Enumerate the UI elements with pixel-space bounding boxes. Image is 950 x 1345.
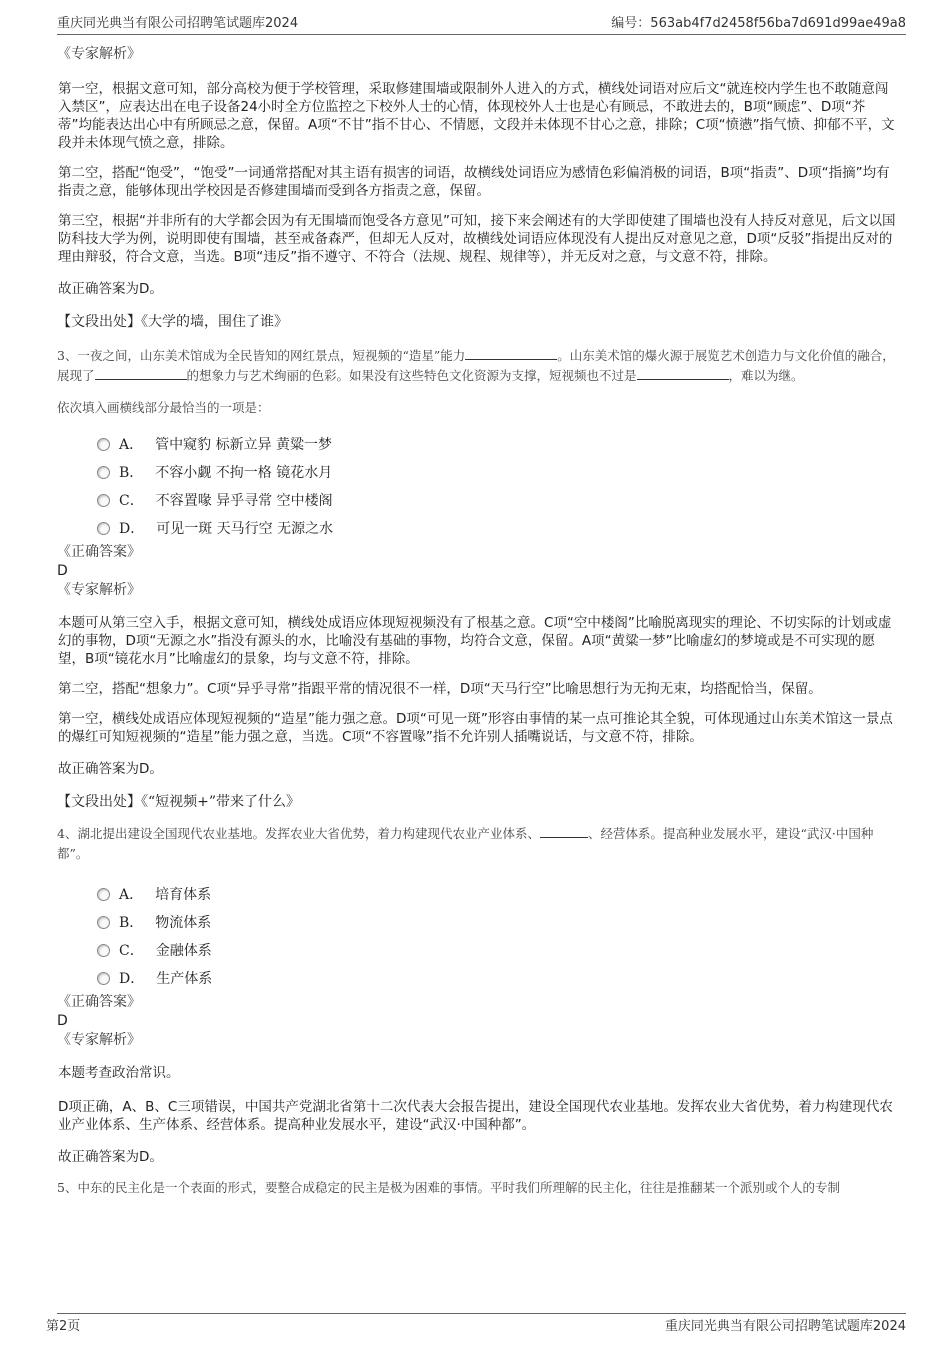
option-text: 生产体系 bbox=[156, 971, 213, 987]
analysis-paragraph: D项正确，A、B、C三项错误，中国共产党湖北省第十二次代表大会报告提出，建设全国现代农业基地。发挥农业大省优势，着力构建现代农业产业体系、生产体系、经营体系。提高种业发展水平，建设“武汉·中国种都”。 bbox=[58, 1099, 893, 1133]
analysis-label: 《专家解析》 bbox=[57, 1032, 141, 1048]
header-divider bbox=[57, 34, 906, 35]
option-c[interactable] bbox=[57, 486, 897, 514]
option-text: 管中窥豹 标新立异 黄粱一梦 bbox=[155, 437, 333, 453]
option-d[interactable] bbox=[57, 514, 897, 542]
option-d[interactable] bbox=[57, 964, 897, 992]
option-list bbox=[57, 880, 897, 992]
radio-button-icon[interactable] bbox=[97, 888, 110, 901]
passage-source: 【文段出处】《“短视频+”带来了什么》 bbox=[57, 794, 301, 810]
option-text: 培育体系 bbox=[155, 887, 212, 903]
question-stem bbox=[57, 824, 897, 864]
stem-text: 、经营体系。提高种业发展水平，建设“武汉·中国种都”。 bbox=[57, 826, 874, 861]
option-b[interactable] bbox=[57, 458, 897, 486]
analysis-label: 《专家解析》 bbox=[57, 46, 141, 62]
page-number: 第2页 bbox=[46, 1319, 81, 1334]
option-letter: A． bbox=[119, 437, 144, 453]
answer-label: 《正确答案》 bbox=[57, 994, 141, 1010]
stem-text: 3、一夜之间，山东美术馆成为全民皆知的网红景点，短视频的“造星”能力 bbox=[57, 348, 466, 363]
analysis-paragraph: 第一空，根据文意可知，部分高校为便于学校管理，采取修建围墙或限制外人进入的方式，横线处词语对应后文“就连校内学生也不敢随意闯入禁区”，应表达出在电子设备24小时全方位监控之下校外人士的心情，体现校外人士也是心有顾忌，不敢进去的，B项“顾虑”、D项“芥蒂”均能表达出心中有所顾忌之意，保留。A项“不甘”指不甘心、不情愿，文段并未体现不甘心之意，排除；C项“愤懑”指气愤、抑郁不平，文段并未体现气愤之意，排除。 bbox=[58, 81, 895, 151]
answer-conclusion: 故正确答案为D。 bbox=[58, 281, 163, 297]
option-c[interactable] bbox=[57, 936, 897, 964]
radio-button-icon[interactable] bbox=[97, 466, 110, 479]
header-doc-title: 重庆同光典当有限公司招聘笔试题库2024 bbox=[57, 16, 299, 31]
option-text: 物流体系 bbox=[155, 915, 212, 931]
analysis-paragraph: 本题可从第三空入手，根据文意可知，横线处成语应体现短视频没有了根基之意。C项“空中楼阁”比喻脱离现实的理论、不切实际的计划或虚幻的事物，D项“无源之水”指没有源头的水，比喻没有基础的事物，均符合文意，保留。A项“黄粱一梦”比喻虚幻的梦境或是不可实现的愿望，B项“镜花水月”比喻虚幻的景象，均与文意不符，排除。 bbox=[58, 615, 892, 667]
radio-button-icon[interactable] bbox=[97, 522, 110, 535]
radio-button-icon[interactable] bbox=[97, 494, 110, 507]
option-letter: B． bbox=[119, 915, 144, 931]
option-text: 不容小觑 不拘一格 镜花水月 bbox=[155, 465, 333, 481]
answer-label: 《正确答案》 bbox=[57, 544, 141, 560]
question-stem: 5、中东的民主化是一个表面的形式，要整合成稳定的民主是极为困难的事情。平时我们所理解的民主化，往往是推翻某一个派别或个人的专制 bbox=[57, 1180, 840, 1195]
analysis-paragraph: 第一空，横线处成语应体现短视频的“造星”能力强之意。D项“可见一斑”形容由事情的某一点可推论其全貌，可体现通过山东美术馆这一景点的爆红可知短视频的“造星”能力强之意，当选。C项“不容置喙”指不允许别人插嘴说话，与文意不符，排除。 bbox=[58, 711, 893, 745]
analysis-paragraph: 第二空，搭配“想象力”。C项“异乎寻常”指跟平常的情况很不一样，D项“天马行空”比喻思想行为无拘无束，均搭配恰当，保留。 bbox=[58, 681, 822, 697]
option-letter: D． bbox=[119, 521, 145, 537]
option-a[interactable] bbox=[57, 880, 897, 908]
option-a[interactable] bbox=[57, 430, 897, 458]
option-text: 可见一斑 天马行空 无源之水 bbox=[156, 521, 334, 537]
radio-button-icon[interactable] bbox=[97, 438, 110, 451]
analysis-label: 《专家解析》 bbox=[57, 582, 141, 598]
analysis-paragraph: 第二空，搭配“饱受”，“饱受”一词通常搭配对其主语有损害的词语，故横线处词语应为感情色彩偏消极的词语，B项“指责”、D项“指摘”均有指责之意，能够体现出学校因是否修建围墙而受到各方指责之意，保留。 bbox=[58, 165, 890, 199]
option-letter: A． bbox=[119, 887, 144, 903]
analysis-paragraph: 第三空，根据“并非所有的大学都会因为有无围墙而饱受各方意见”可知，接下来会阐述有的大学即使建了围墙也没有人持反对意见，后文以国防科技大学为例，说明即使有围墙，甚至戒备森严，但却无人反对，故横线处词语应体现没有人提出反对意见之意，D项“反驳”指提出反对的理由辩驳，符合文意，当选。B项“违反”指不遵守、不符合（法规、规程、规律等），并无反对之意，与文意不符，排除。 bbox=[58, 213, 896, 265]
option-text: 金融体系 bbox=[155, 943, 212, 959]
radio-button-icon[interactable] bbox=[97, 972, 110, 985]
passage-source: 【文段出处】《大学的墙，围住了谁》 bbox=[57, 314, 288, 330]
fill-blank bbox=[540, 825, 588, 838]
option-letter: D． bbox=[119, 971, 145, 987]
option-b[interactable] bbox=[57, 908, 897, 936]
stem-text: 的想象力与艺术绚丽的色彩。如果没有这些特色文化资源为支撑，短视频也不过是 bbox=[186, 368, 637, 383]
option-letter: B． bbox=[119, 465, 144, 481]
answer-conclusion: 故正确答案为D。 bbox=[58, 761, 163, 777]
page-footer bbox=[46, 1315, 906, 1335]
stem-text: 。山东美术馆的爆火源于展览艺术创造力与文化价值的融合，展现了 bbox=[57, 348, 895, 383]
correct-answer: D bbox=[57, 563, 68, 579]
header-doc-id: 编号：563ab4f7d2458f56ba7d691d99ae49a8 bbox=[611, 16, 906, 31]
fill-blank bbox=[465, 347, 557, 360]
fill-blank bbox=[637, 367, 729, 380]
option-letter: C． bbox=[119, 493, 144, 509]
correct-answer: D bbox=[57, 1013, 68, 1029]
option-letter: C． bbox=[119, 943, 144, 959]
stem-text: 4、湖北提出建设全国现代农业基地。发挥农业大省优势，着力构建现代农业产业体系、 bbox=[57, 826, 540, 841]
radio-button-icon[interactable] bbox=[97, 916, 110, 929]
page-header bbox=[57, 12, 906, 32]
radio-button-icon[interactable] bbox=[97, 944, 110, 957]
page-content bbox=[57, 44, 897, 1198]
question-instruction: 依次填入画横线部分最恰当的一项是： bbox=[57, 400, 270, 415]
footer-divider bbox=[57, 1313, 906, 1314]
analysis-paragraph: 本题考查政治常识。 bbox=[58, 1065, 180, 1081]
option-list bbox=[57, 430, 897, 542]
footer-doc-title: 重庆同光典当有限公司招聘笔试题库2024 bbox=[664, 1319, 906, 1334]
option-text: 不容置喙 异乎寻常 空中楼阁 bbox=[155, 493, 333, 509]
fill-blank bbox=[95, 367, 187, 380]
question-stem bbox=[57, 346, 897, 386]
stem-text: ，难以为继。 bbox=[728, 368, 804, 383]
answer-conclusion: 故正确答案为D。 bbox=[58, 1149, 163, 1165]
